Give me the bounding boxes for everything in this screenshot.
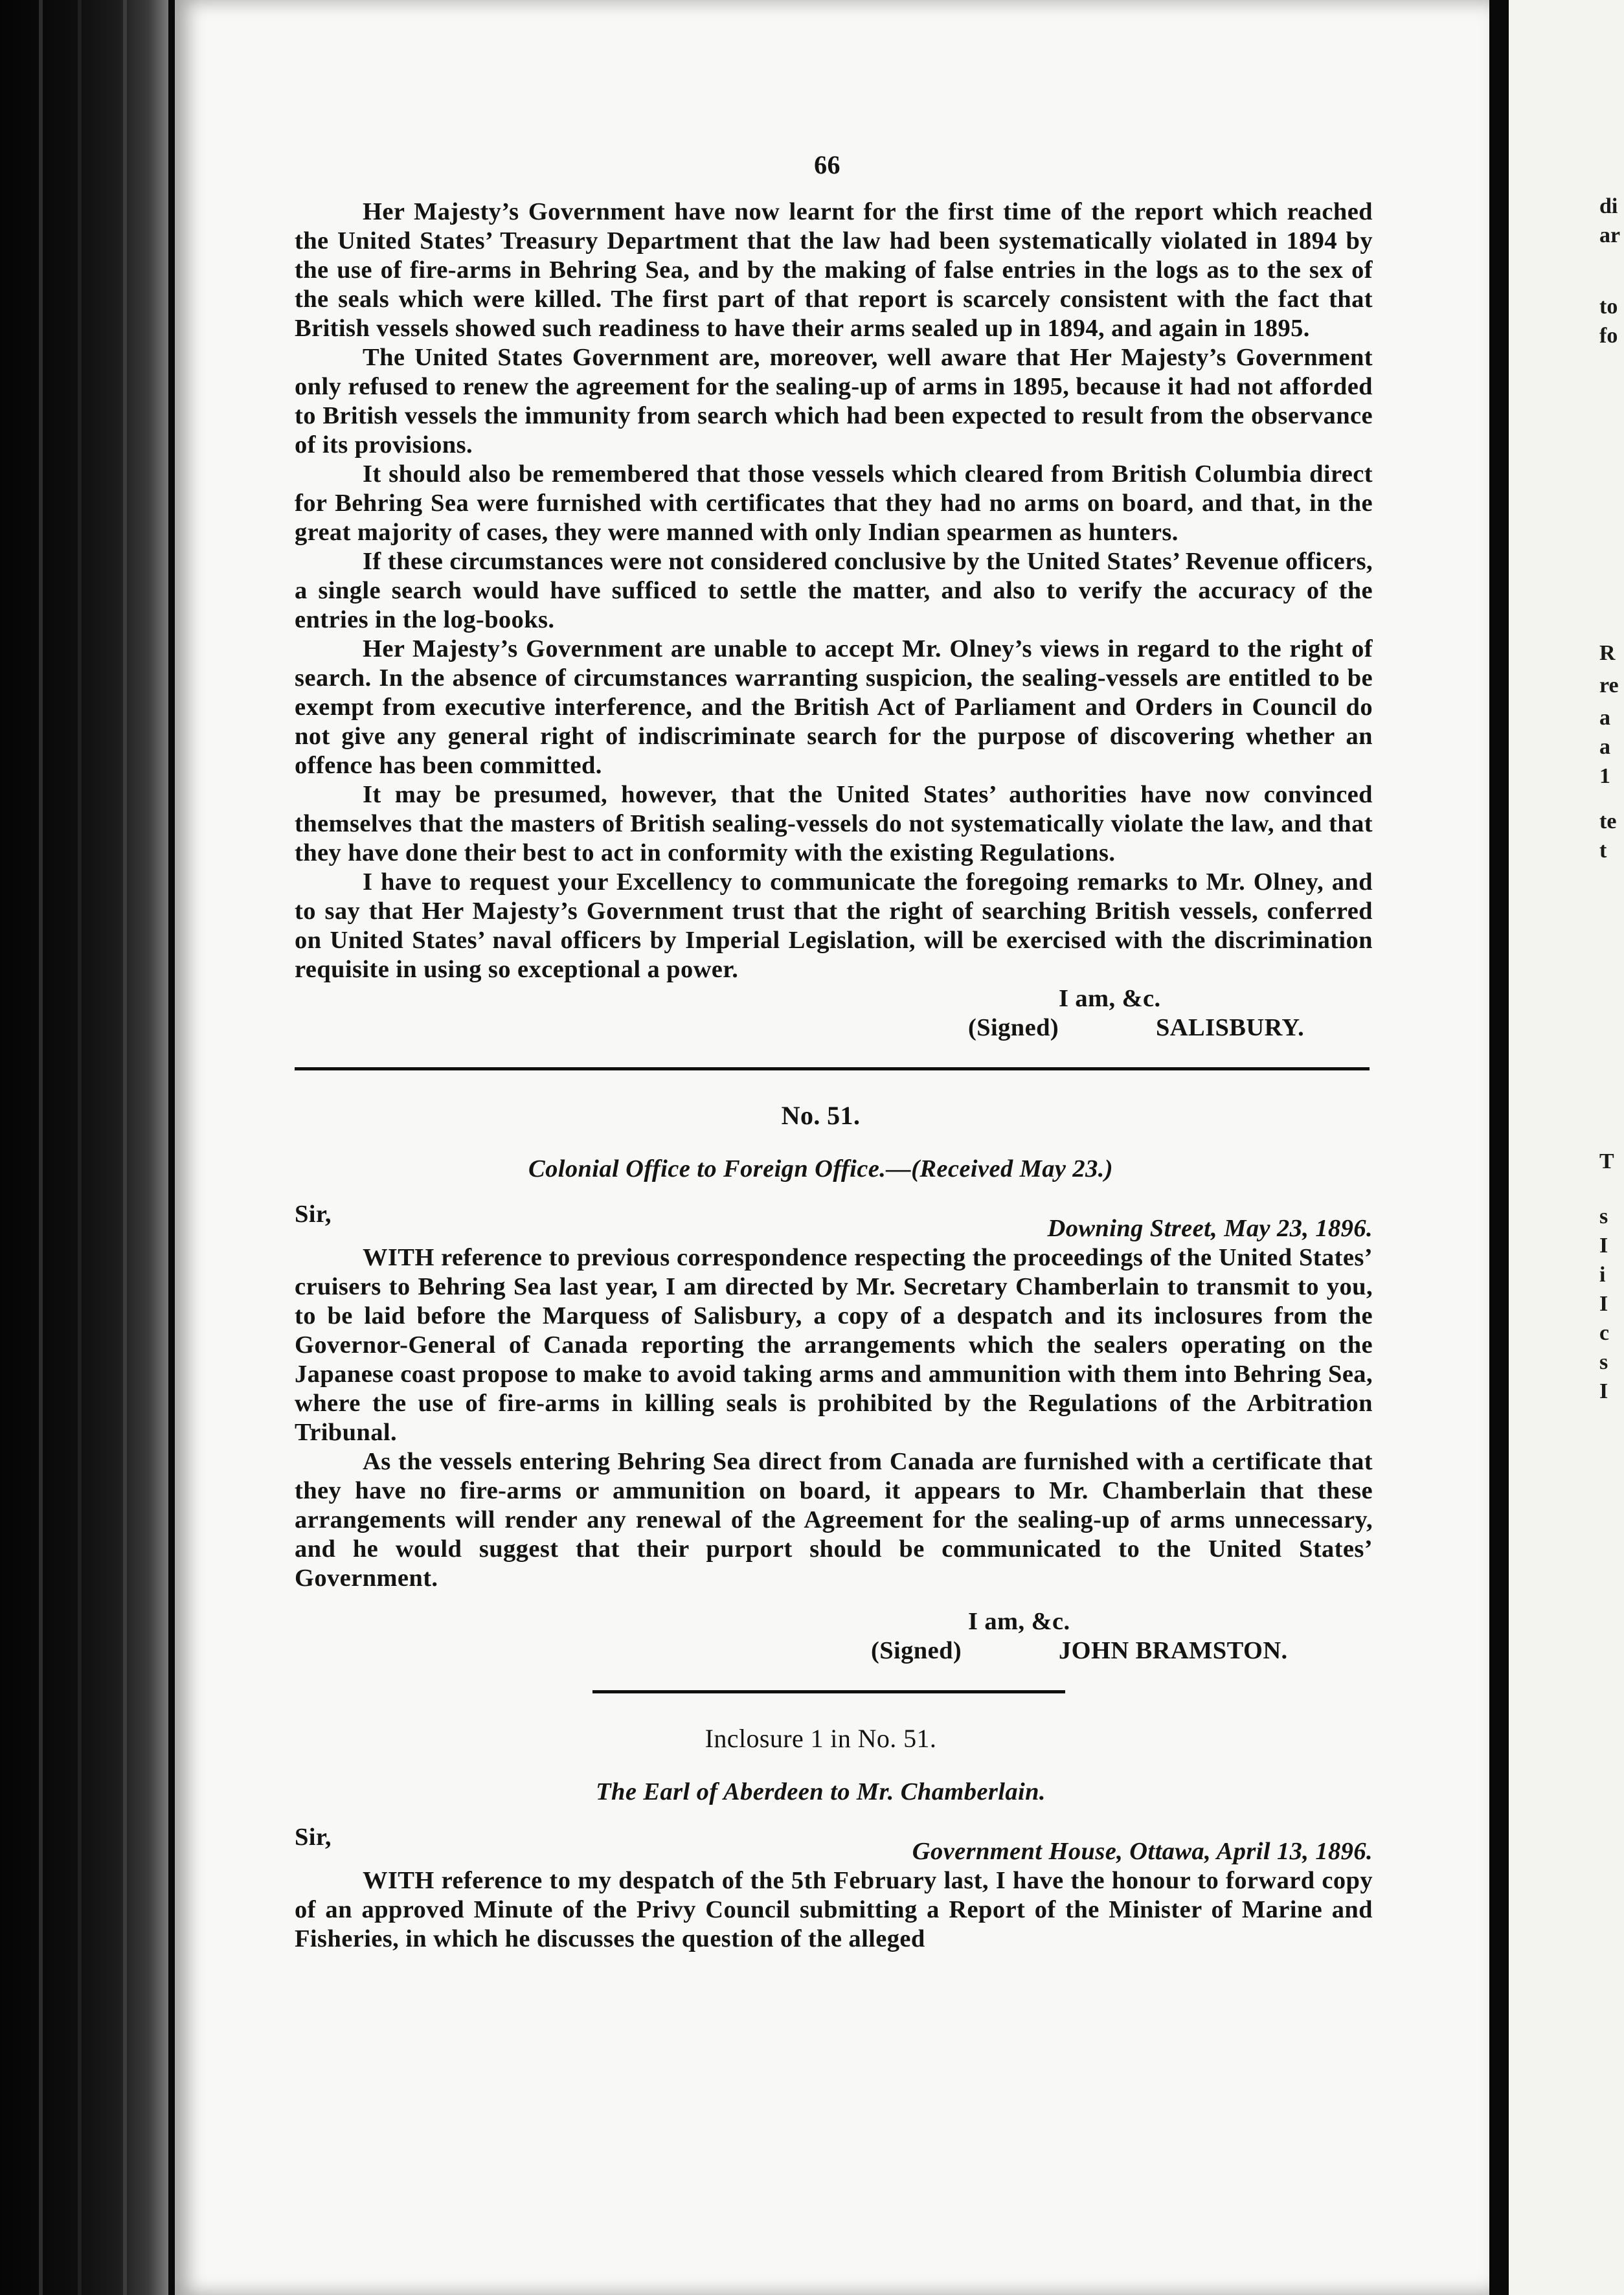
section-divider <box>295 1067 1370 1070</box>
adjacent-fragment: re <box>1599 673 1619 697</box>
paragraph: I have to request your Excellency to communicate the foregoing remarks to Mr. Olney, and to say that Her Majesty’s Government trust that the right of searching British vessels, conferred on United States’ naval officers by Imperial Legislation, will be exercised with the discrimination requisite in using so exceptional a power. <box>295 868 1373 983</box>
page-content <box>295 146 1373 1954</box>
adjacent-fragment: a <box>1599 735 1610 759</box>
signature-line <box>295 1636 1373 1666</box>
adjacent-fragment: I <box>1599 1234 1608 1258</box>
signed-label: (Signed) <box>968 1014 1059 1041</box>
paragraph: It may be presumed, however, that the United States’ authorities have now convinced themselves that the masters of British sealing-vessels do not systematically violate the law, and that they have done their best to act in conformity with the existing Regulations. <box>295 781 1373 866</box>
salisbury-despatch <box>295 198 1373 1043</box>
paragraph: Her Majesty’s Government have now learnt for the first time of the report which reached the United States’ Treasury Department that the law had been systematically violated in 1894 by the use of fire-arms in Behring Sea, and by the making of false entries in the logs as to the sex of the seals which were killed. The first part of that report is scarcely consistent with the fact that British vessels showed such readiness to have their arms sealed up in 1894, and again in 1895. <box>295 198 1373 342</box>
salutation: Sir, <box>295 1824 332 1851</box>
closing-line <box>295 1607 1373 1636</box>
paragraph: The United States Government are, moreover, well aware that Her Majesty’s Government only refused to renew the agreement for the sealing-up of arms in 1895, because it had not afforded to British vessels the immunity from search which had been expected to result from the observance of its provisions. <box>295 344 1373 458</box>
adjacent-fragment: t <box>1599 839 1607 863</box>
adjacent-fragment: s <box>1599 1350 1608 1374</box>
paragraph: As the vessels entering Behring Sea direct from Canada are furnished with a certificate that they have no fire-arms or ammunition on board, it appears to Mr. Chamberlain that these arrangements will render any renewal of the Agreement for the sealing-up of arms unnecessary, and he would suggest that their purport should be communicated to the United States’ Government. <box>295 1448 1373 1592</box>
paragraph: WITH reference to my despatch of the 5th February last, I have the honour to forward copy of an approved Minute of the Privy Council submitting a Report of the Minister of Marine and Fisheries, in which he discusses the question of the alleged <box>295 1867 1373 1952</box>
adjacent-fragment: ar <box>1599 223 1621 247</box>
book-binding-edge <box>0 0 168 2295</box>
document-number: No. 51. <box>781 1101 861 1130</box>
adjacent-fragment: I <box>1599 1292 1608 1316</box>
place-date: Downing Street, May 23, 1896. <box>1047 1215 1373 1242</box>
adjacent-fragment: I <box>1599 1379 1608 1403</box>
adjacent-fragment: i <box>1599 1263 1606 1287</box>
salutation-row <box>295 1200 1373 1242</box>
place-date: Government House, Ottawa, April 13, 1896. <box>912 1838 1373 1865</box>
adjacent-fragment: di <box>1599 194 1618 218</box>
paragraph: It should also be remembered that those vessels which cleared from British Columbia direct for Behring Sea were furnished with certificates that they had no arms on board, and that, in the great majority of cases, they were manned with only Indian spearmen as hunters. <box>295 460 1373 546</box>
adjacent-fragment: fo <box>1599 324 1618 348</box>
adjacent-fragment: T <box>1599 1149 1614 1173</box>
paragraph: WITH reference to previous correspondence respecting the proceedings of the United States’ cruisers to Behring Sea last year, I am directed by Mr. Secretary Chamberlain to transmit to you, to be laid before the Marquess of Salisbury, a copy of a despatch and its inclosures from the Governor-General of Canada reporting the arrangements which the sealers operating on the Japanese coast propose to make to avoid taking arms and ammunition with them into Behring Sea, where the use of fire-arms in killing seals is prohibited by the Regulations of the Arbitration Tribunal. <box>295 1244 1373 1446</box>
closing: I am, &c. <box>1059 985 1161 1012</box>
paragraph: If these circumstances were not considered conclusive by the United States’ Revenue officers, a single search would have sufficed to settle the matter, and also to verify the accuracy of the entries in the log-books. <box>295 548 1373 633</box>
page-number: 66 <box>814 150 840 179</box>
adjacent-fragment: te <box>1599 809 1617 833</box>
adjacent-fragment: to <box>1599 295 1618 319</box>
section-divider <box>592 1690 1065 1693</box>
signed-label: (Signed) <box>871 1637 962 1664</box>
document-number: Inclosure 1 in No. 51. <box>705 1724 937 1753</box>
document-title: The Earl of Aberdeen to Mr. Chamberlain. <box>596 1778 1046 1805</box>
closing-line <box>295 984 1373 1013</box>
document-title: Colonial Office to Foreign Office.—(Received May 23.) <box>528 1155 1113 1182</box>
adjacent-fragment: c <box>1599 1321 1610 1345</box>
signature-line <box>295 1013 1373 1043</box>
letter-no-51 <box>295 1096 1373 1666</box>
inclosure-1 <box>295 1719 1373 1954</box>
signatory: SALISBURY. <box>1156 1014 1305 1041</box>
adjacent-fragment: a <box>1599 706 1610 730</box>
adjacent-fragment: 1 <box>1599 764 1610 788</box>
paragraph: Her Majesty’s Government are unable to accept Mr. Olney’s views in regard to the right of search. In the absence of circumstances warranting suspicion, the sealing-vessels are entitled to be exempt from executive interference, and the British Act of Parliament and Orders in Council do not give any general right of indiscriminate search for the purpose of discovering whether an offence has been committed. <box>295 635 1373 779</box>
adjacent-fragment: s <box>1599 1204 1608 1228</box>
signatory: JOHN BRAMSTON. <box>1059 1637 1288 1664</box>
closing: I am, &c. <box>968 1608 1070 1635</box>
adjacent-fragment: R <box>1599 641 1616 665</box>
salutation-row <box>295 1823 1373 1865</box>
salutation: Sir, <box>295 1201 332 1228</box>
adjacent-page <box>1509 0 1624 2295</box>
